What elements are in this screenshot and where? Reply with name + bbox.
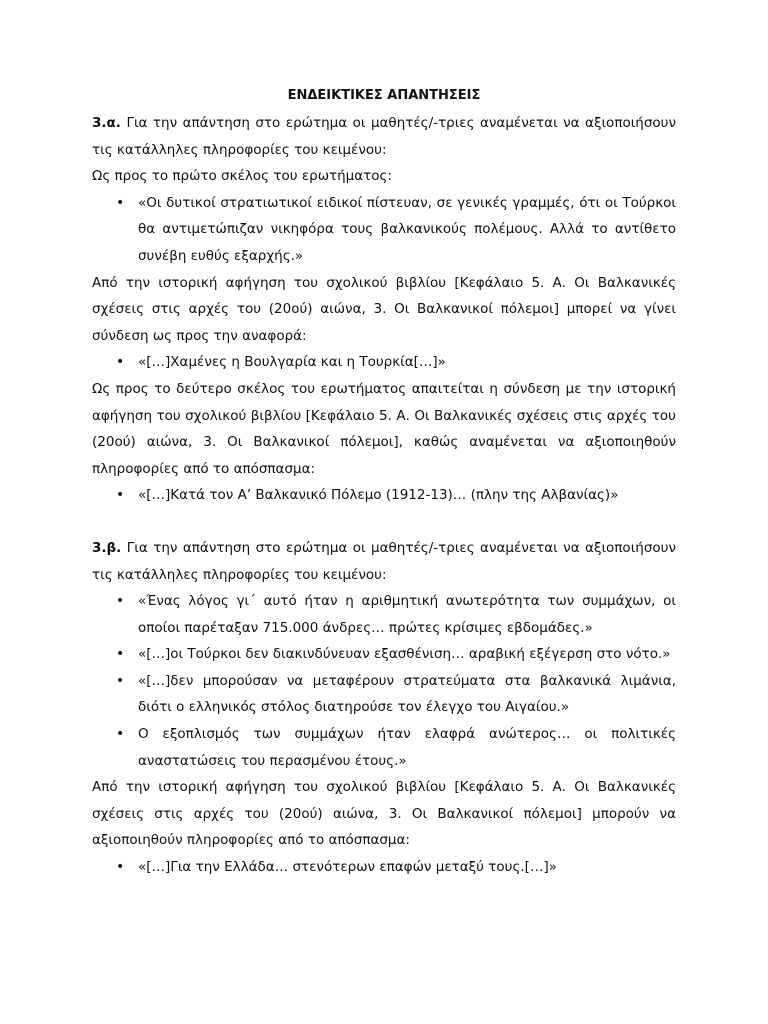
bullet-icon: • <box>116 354 125 371</box>
section-b-label: 3.β. <box>92 539 122 556</box>
section-a-intro-text: Για την απάντηση στο ερώτημα οι μαθητές/-τριες αναμένεται να αξιοποιήσουν τις κατάλληλες πληροφορίες του κειμένου: <box>92 115 676 158</box>
document-page <box>92 83 676 881</box>
list-item <box>92 668 676 721</box>
list-item <box>92 190 676 270</box>
list-item <box>92 721 676 774</box>
bullet-text: «Οι δυτικοί στρατιωτικοί ειδικοί πίστευαν, σε γενικές γραμμές, ότι οι Τούρκοι θα αντιμετώπιζαν νικηφόρα τους βαλκανικούς πολέμους. Αλλά το αντίθετο συνέβη ευθύς εξαρχής.» <box>138 194 676 264</box>
section-a-paragraph-2: Ως προς το δεύτερο σκέλος του ερωτήματος απαιτείται η σύνδεση με την ιστορική αφήγηση του σχολικού βιβλίου [Κεφάλαιο 5. Α. Οι Βαλκανικές σχέσεις στις αρχές του (20ού) αιώνα, 3. Οι Βαλκανικοί πόλεμοι], καθώς αναμένεται να αξιοποιηθούν πληροφορίες από το απόσπασμα: <box>92 380 676 477</box>
bullet-text: «[…]Για την Ελλάδα… στενότερων επαφών μεταξύ τους.[…]» <box>138 859 557 876</box>
list-item <box>92 482 676 509</box>
list-item <box>92 854 676 881</box>
section-b-list-2 <box>92 854 676 881</box>
section-a-part1-heading: Ως προς το πρώτο σκέλος του ερωτήματος: <box>92 168 393 185</box>
section-a-label: 3.α. <box>92 115 121 131</box>
bullet-icon: • <box>116 646 125 663</box>
bullet-text: «[…]οι Τούρκοι δεν διακινδύνευαν εξασθένιση… αραβική εξέγερση στο νότο.» <box>138 646 671 663</box>
document-title: ΕΝΔΕΙΚΤΙΚΕΣ ΑΠΑΝΤΗΣΕΙΣ <box>287 88 481 103</box>
list-item <box>92 588 676 641</box>
section-b-intro-text: Για την απάντηση στο ερώτημα οι μαθητές/-τριες αναμένεται να αξιοποιήσουν τις κατάλληλες πληροφορίες του κειμένου: <box>92 539 676 583</box>
bullet-text: «[…]Χαμένες η Βουλγαρία και η Τουρκία[…]» <box>138 354 446 371</box>
section-b-intro <box>92 535 676 588</box>
section-spacer <box>92 509 676 535</box>
section-a-list-2 <box>92 349 676 376</box>
bullet-text: Ο εξοπλισμός των συμμάχων ήταν ελαφρά ανώτερος… οι πολιτικές αναστατώσεις του περασμένου έτους.» <box>138 726 676 769</box>
section-a-list-3 <box>92 482 676 509</box>
bullet-icon: • <box>116 859 125 876</box>
bullet-icon: • <box>116 593 125 610</box>
list-item <box>92 641 676 668</box>
section-a-list-1 <box>92 190 676 270</box>
bullet-icon: • <box>116 726 125 743</box>
section-a-intro <box>92 110 676 163</box>
bullet-icon: • <box>116 487 125 504</box>
bullet-text: «[…]Κατά τον Α’ Βαλκανικό Πόλεμο (1912-13)… (πλην της Αλβανίας)» <box>138 487 619 504</box>
section-b-list-1 <box>92 588 676 774</box>
bullet-text: «[…]δεν μπορούσαν να μεταφέρουν στρατεύματα στα βαλκανικά λιμάνια, διότι ο ελληνικός στόλος διατηρούσε τον έλεγχο του Αιγαίου.» <box>138 672 676 716</box>
list-item <box>92 349 676 376</box>
bullet-icon: • <box>116 672 125 689</box>
section-b-paragraph-1: Από την ιστορική αφήγηση του σχολικού βιβλίου [Κεφάλαιο 5. Α. Οι Βαλκανικές σχέσεις στις αρχές του (20ού) αιώνα, 3. Οι Βαλκανικοί πόλεμοι] μπορούν να αξιοποιηθούν πληροφορίες από το απόσπασμα: <box>92 779 676 849</box>
section-a-paragraph-1: Από την ιστορική αφήγηση του σχολικού βιβλίου [Κεφάλαιο 5. Α. Οι Βαλκανικές σχέσεις στις αρχές του (20ού) αιώνα, 3. Οι Βαλκανικοί πόλεμοι] μπορεί να γίνει σύνδεση ως προς την αναφορά: <box>92 274 676 344</box>
bullet-text: «Ένας λόγος γι΄ αυτό ήταν η αριθμητική ανωτερότητα των συμμάχων, οι οποίοι παρέταξαν 715.000 άνδρες… πρώτες κρίσιμες εβδομάδες.» <box>138 593 676 636</box>
bullet-icon: • <box>116 194 125 211</box>
